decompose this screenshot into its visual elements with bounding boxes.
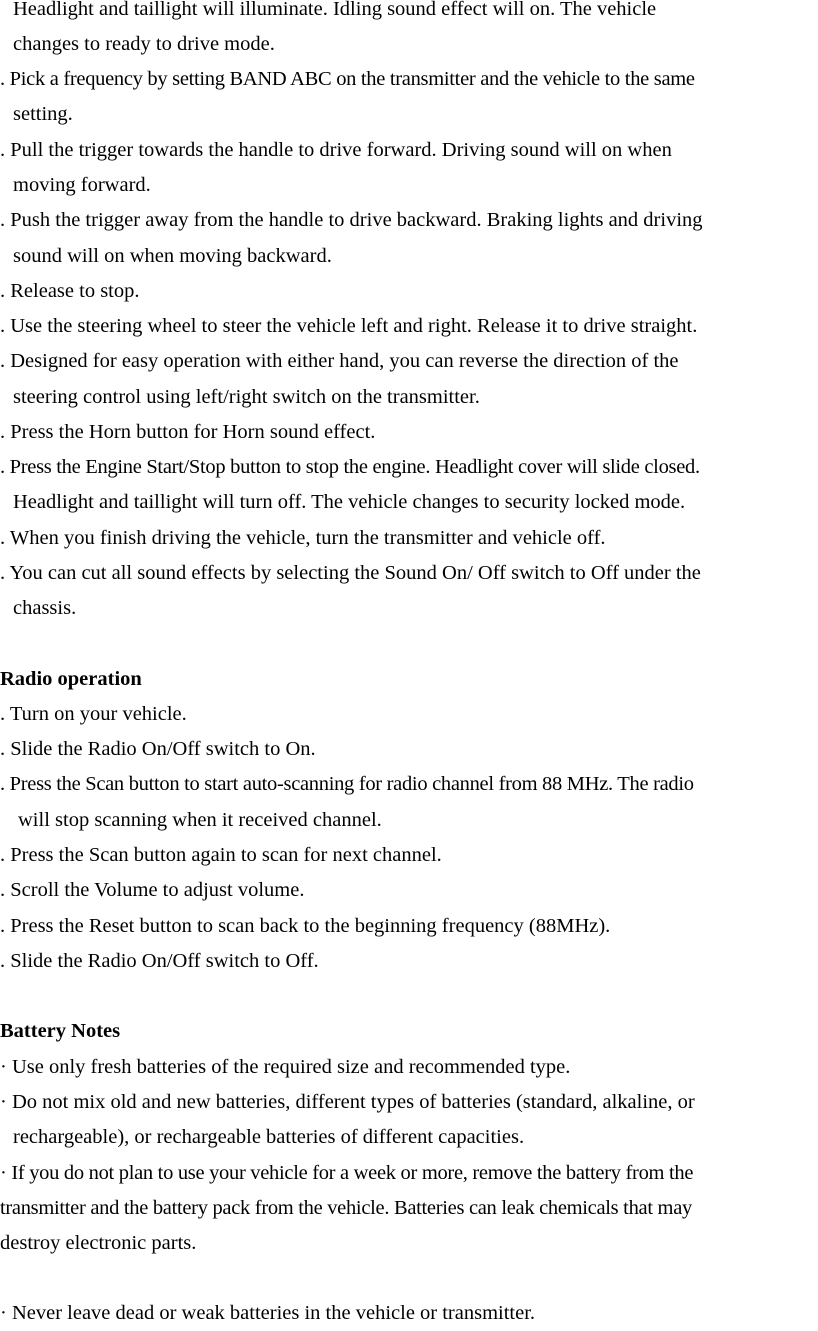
instruction-item: . When you finish driving the vehicle, turn the transmitter and vehicle off. xyxy=(0,527,606,549)
instruction-item: . Press the Horn button for Horn sound effect. xyxy=(0,421,376,443)
continuation-line: Headlight and taillight will illuminate. Idling sound effect will on. The vehicle xyxy=(13,0,657,20)
battery-note: · Never leave dead or weak batteries in the vehicle or transmitter. xyxy=(0,1302,536,1324)
instruction-item-continuation: chassis. xyxy=(13,597,77,619)
radio-item: . Slide the Radio On/Off switch to On. xyxy=(0,738,316,760)
instruction-item: . Press the Engine Start/Stop button to stop the engine. Headlight cover will slide closed. xyxy=(0,456,700,478)
instruction-item-continuation: steering control using left/right switch on the transmitter. xyxy=(13,386,480,408)
radio-item: . Slide the Radio On/Off switch to Off. xyxy=(0,950,319,972)
radio-item: . Press the Reset button to scan back to the beginning frequency (88MHz). xyxy=(0,915,611,937)
radio-item: . Turn on your vehicle. xyxy=(0,703,187,725)
radio-item-continuation: will stop scanning when it received channel. xyxy=(18,809,382,831)
battery-note: · Use only fresh batteries of the required size and recommended type. xyxy=(0,1056,571,1078)
radio-item: . Scroll the Volume to adjust volume. xyxy=(0,879,305,901)
battery-note-continuation: destroy electronic parts. xyxy=(0,1232,197,1254)
instruction-item-continuation: moving forward. xyxy=(13,174,151,196)
instruction-item-continuation: sound will on when moving backward. xyxy=(13,245,332,267)
instruction-item: . Push the trigger away from the handle to drive backward. Braking lights and driving xyxy=(0,209,703,231)
section-heading-radio: Radio operation xyxy=(0,668,142,690)
radio-item: . Press the Scan button again to scan for next channel. xyxy=(0,844,442,866)
section-heading-battery: Battery Notes xyxy=(0,1020,121,1042)
battery-note: · Do not mix old and new batteries, different types of batteries (standard, alkaline, or xyxy=(0,1091,695,1113)
battery-note: · If you do not plan to use your vehicle for a week or more, remove the battery from the xyxy=(0,1162,694,1184)
instruction-item: . Pick a frequency by setting BAND ABC on the transmitter and the vehicle to the same xyxy=(0,68,695,90)
instruction-item: . Pull the trigger towards the handle to drive forward. Driving sound will on when xyxy=(0,139,672,161)
continuation-line: changes to ready to drive mode. xyxy=(13,33,275,55)
instruction-item: . Designed for easy operation with either hand, you can reverse the direction of the xyxy=(0,350,679,372)
instruction-item-continuation: setting. xyxy=(13,103,73,125)
battery-note-continuation: rechargeable), or rechargeable batteries of different capacities. xyxy=(13,1126,525,1148)
instruction-item: . You can cut all sound effects by selecting the Sound On/ Off switch to Off under the xyxy=(0,562,701,584)
instruction-item: . Release to stop. xyxy=(0,280,140,302)
radio-item: . Press the Scan button to start auto-scanning for radio channel from 88 MHz. The radio xyxy=(0,773,694,795)
battery-note-continuation: transmitter and the battery pack from the vehicle. Batteries can leak chemicals that may xyxy=(0,1197,692,1219)
instruction-item-continuation: Headlight and taillight will turn off. The vehicle changes to security locked mode. xyxy=(13,491,686,513)
instruction-item: . Use the steering wheel to steer the vehicle left and right. Release it to drive straight. xyxy=(0,315,698,337)
